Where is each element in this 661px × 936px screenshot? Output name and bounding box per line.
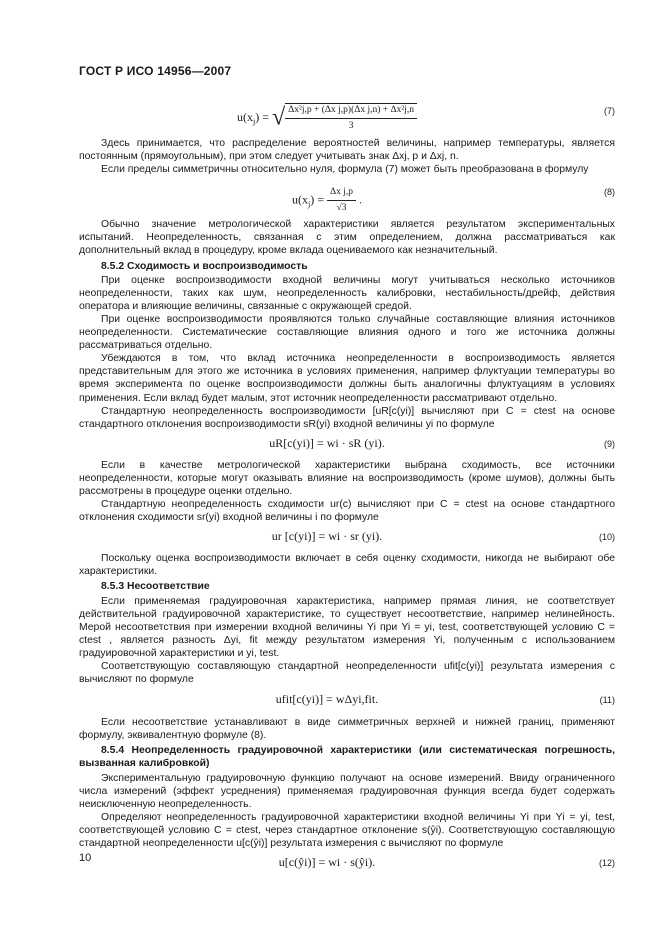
paragraph-15: Определяют неопределенность градуировочной характеристики входной величины Yi при Yi = yi, test, соответствующей условию C = ctest, через стандартное отклонение s(ŷi). Соответствующую составляющую стандартной неопределенности u[c(ŷi)] результата измерения c вычисляют по формуле bbox=[79, 811, 615, 850]
eq7-denominator: 3 bbox=[348, 121, 354, 132]
equation-11 bbox=[79, 690, 615, 712]
eq8-lhs-end: ) = bbox=[310, 192, 324, 207]
eq7-lhs-end: ) = bbox=[255, 109, 269, 124]
paragraph-12: Соответствующую составляющую стандартной неопределенности ufit[c(yi)] результата измерения c вычисляют по формуле bbox=[79, 661, 615, 686]
eq8-denominator: √3 bbox=[336, 203, 347, 214]
eq7-sqrt: √ $\frac{\text{Δx²j,p + (Δx j,p)(Δx j,n) + Δx²j,n}}{3}$ bbox=[272, 103, 417, 133]
paragraph-11: Если применяемая градуировочная характеристика, например прямая линия, не соответствует действительной градуировочной характеристике, то существует несоответствие, например нелинейность. Мерой несоответствия при измерении входной величины Yi при Yi = yi, test, соответствующей условию C = ctest , является разность Δyi, fit между результатом измерения Yi, полученным с использованием градуировочной характеристики и yi, test. bbox=[79, 595, 615, 659]
eq7-numerator: Δx²j,p + (Δx j,p)(Δx j,n) + Δx²j,n bbox=[285, 104, 417, 119]
eq11-number: (11) bbox=[599, 695, 615, 706]
eq11-text: ufit[c(yi)] = wΔyi,fit. bbox=[275, 692, 379, 707]
standard-header: ГОСТ Р ИСО 14956—2007 bbox=[79, 64, 232, 78]
paragraph-8: Если в качестве метрологической характеристики выбрана сходимость, все источники неопределенности, которые могут оказывать влияние на воспроизводимость (кроме шумов), должны быть рассмотрены в процедуре оценки отдельно. bbox=[79, 459, 615, 497]
eq9-number: (9) bbox=[604, 438, 615, 449]
page-number: 10 bbox=[79, 852, 92, 864]
eq7-number: (7) bbox=[604, 106, 615, 116]
paragraph-14: Экспериментальную градуировочную функцию получают на основе измерений. Ввиду ограниченного числа измерений (эффект усреднения) применяемая градуировочная функция всегда будет содержать неисключенную неопределенность. bbox=[79, 772, 615, 810]
equation-12 bbox=[79, 854, 615, 874]
eq8-fraction bbox=[327, 186, 356, 215]
eq12-text: u[c(ŷi)] = wi · s(ŷi). bbox=[278, 855, 376, 870]
eq10-text: ur [c(yi)] = wi · sr (yi). bbox=[271, 529, 383, 544]
equation-7 bbox=[79, 99, 615, 133]
equation-10 bbox=[79, 528, 615, 548]
eq9-text: uR[c(yi)] = wi · sR (yi). bbox=[269, 435, 385, 450]
eq12-number: (12) bbox=[598, 858, 615, 869]
eq10-number: (10) bbox=[598, 532, 615, 543]
eq8-number: (8) bbox=[604, 187, 615, 198]
paragraph-2: Если пределы симметричны относительно нуля, формула (7) может быть преобразована в формулу bbox=[101, 164, 589, 176]
paragraph-6: Убеждаются в том, что вклад источника неопределенности в воспроизводимость является представительным для этого же источника в условиях применения, например флуктуации температуры во время эксперимента по оценке воспроизводимости должны быть аналогичны флуктуациям в условиях применения. Если вклад будет малым, этот источник неопределенности рассматривают отдельно. bbox=[79, 353, 615, 404]
eq8-numerator: Δx j,p bbox=[327, 186, 356, 201]
paragraph-13: Если несоответствие устанавливают в виде симметричных верхней и нижней границ, применяют формулу, эквивалентную формуле (8). bbox=[79, 717, 615, 742]
eq7-lhs: u(x bbox=[237, 109, 253, 124]
document-body bbox=[79, 95, 615, 878]
eq7-lhs-sub: j bbox=[253, 117, 256, 127]
section-heading-8-5-3: 8.5.3 Несоответствие bbox=[101, 581, 210, 593]
paragraph-4: При оценке воспроизводимости входной величины могут учитываться несколько источников неопределенности, таких как шум, неопределенность калибровки, нестабильность/дрейф, действия оператора и влияющие величины, связанные с окружающей средой. bbox=[79, 274, 615, 312]
equation-8 bbox=[79, 180, 615, 214]
eq8-lhs: u(x bbox=[292, 192, 308, 207]
paragraph-10: Поскольку оценка воспроизводимости включает в себя оценку сходимости, никогда не выбирают обе характеристики. bbox=[79, 553, 615, 578]
paragraph-5: При оценке воспроизводимости проявляются только случайные составляющие влияния источников неопределенности. Систематические составляющие влияния одного и того же источника должны рассматриваться отдельно. bbox=[79, 313, 615, 352]
eq8-tail: . bbox=[359, 192, 362, 207]
paragraph-3: Обычно значение метрологической характеристики является результатом экспериментальных испытаний. Неопределенность, связанная с этим определением, должна рассматриваться как дополнительный вклад в процедуру, кроме вклада оцениваемого как незначительный. bbox=[79, 219, 615, 257]
eq8-lhs-sub: j bbox=[308, 200, 311, 210]
equation-9 bbox=[79, 435, 615, 455]
section-heading-8-5-4: 8.5.4 Неопределенность градуировочной характеристики (или систематическая погрешность, вызванная калибровкой) bbox=[79, 745, 615, 770]
paragraph-9: Стандартную неопределенность сходимости ur(c) вычисляют при C = ctest на основе стандартного отклонения сходимости sr(yi) входной величины i по формуле bbox=[79, 499, 615, 524]
paragraph-1: Здесь принимается, что распределение вероятностей величины, например температуры, является постоянным (прямоугольным), при этом следует учитывать знак Δxj, p и Δxj, n. bbox=[79, 138, 615, 163]
section-heading-8-5-2: 8.5.2 Сходимость и воспроизводимость bbox=[101, 260, 308, 272]
paragraph-7: Стандартную неопределенность воспроизводимости [uR[c(yi)] вычисляют при C = ctest на основе стандартного отклонения воспроизводимости sR(yi) входной величины yi по формуле bbox=[79, 405, 615, 430]
